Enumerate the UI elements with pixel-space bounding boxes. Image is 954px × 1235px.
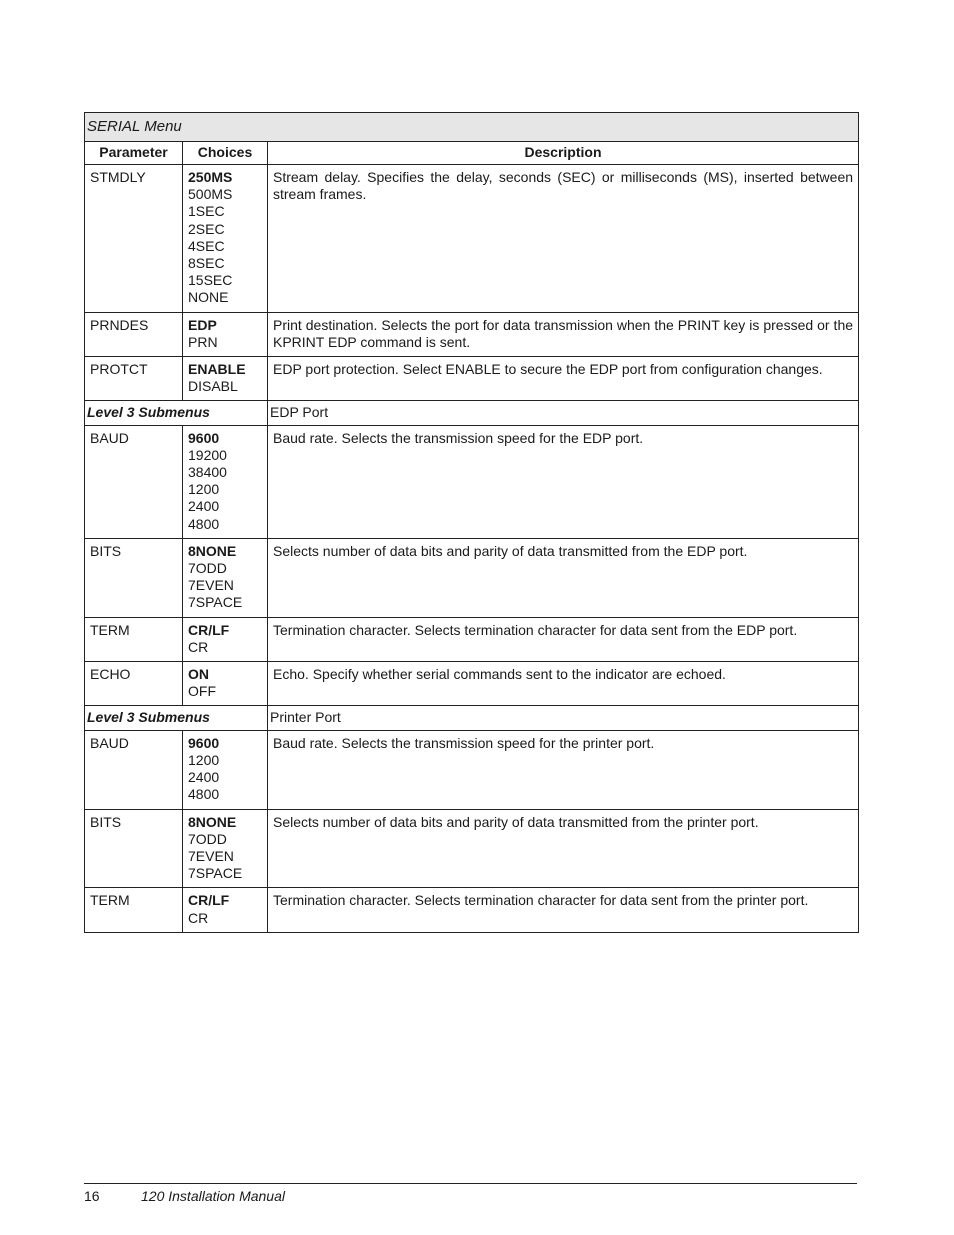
choice-option: 2400 [188,769,220,786]
parameter-row [85,617,859,661]
default-choice: ENABLE [188,361,246,378]
choice-option: 38400 [188,464,227,481]
choice-option: 2SEC [188,220,225,237]
choices-cell [183,809,268,888]
parameter-description: EDP port protection. Select ENABLE to secure the EDP port from configuration changes. [268,357,859,401]
parameter-description: Baud rate. Selects the transmission speed for the printer port. [268,730,859,809]
submenu-label: Level 3 Submenus [85,401,268,425]
choice-option: 7ODD [188,560,227,577]
parameter-row [85,730,859,809]
parameter-description: Echo. Specify whether serial commands sent to the indicator are echoed. [268,662,859,706]
choice-option: 7EVEN [188,847,234,864]
default-choice: CR/LF [188,621,230,638]
table-body [85,165,859,933]
parameter-name: PROTCT [85,357,183,401]
choices-cell [183,730,268,809]
choice-option: PRN [188,333,218,350]
parameter-row [85,165,859,313]
choice-option: CR [188,638,209,655]
default-choice: 9600 [188,734,220,751]
parameter-name: STMDLY [85,165,183,313]
choice-option: OFF [188,683,216,700]
header-choices: Choices [183,142,268,165]
submenu-row [85,401,859,425]
choice-option: 500MS [188,186,233,203]
parameter-description: Print destination. Selects the port for data transmission when the PRINT key is pressed or the KPRINT EDP command is sent. [268,312,859,356]
submenu-name: Printer Port [268,706,859,730]
parameter-row [85,809,859,888]
submenu-name: EDP Port [268,401,859,425]
parameter-description: Selects number of data bits and parity of data transmitted from the printer port. [268,809,859,888]
choice-option: 4SEC [188,237,225,254]
choices-cell [183,617,268,661]
choices-cell [183,888,268,932]
parameter-row [85,888,859,932]
choices-cell [183,662,268,706]
parameter-name: PRNDES [85,312,183,356]
table-title-row [85,113,859,142]
parameter-name: BAUD [85,425,183,538]
header-row [85,142,859,165]
parameter-row [85,538,859,617]
choice-option: 7ODD [188,830,227,847]
choices-cell [183,538,268,617]
default-choice: 250MS [188,169,233,185]
parameter-name: BITS [85,538,183,617]
header-description: Description [268,142,859,165]
parameter-row [85,662,859,706]
parameter-description: Termination character. Selects termination character for data sent from the EDP port. [268,617,859,661]
choice-option: 1200 [188,481,220,498]
parameter-name: BITS [85,809,183,888]
choice-option: 1200 [188,751,220,768]
manual-title: 120 Installation Manual [141,1188,285,1204]
parameter-row [85,312,859,356]
choices-cell [183,357,268,401]
choice-option: 4800 [188,515,220,532]
choices-cell [183,312,268,356]
default-choice: 8NONE [188,813,237,830]
choice-option: 19200 [188,446,227,463]
default-choice: 8NONE [188,542,237,559]
default-choice: ON [188,666,209,683]
choice-option: 1SEC [188,203,225,220]
choice-option: 7EVEN [188,577,234,594]
header-parameter: Parameter [85,142,183,165]
submenu-row [85,706,859,730]
choice-option: 8SEC [188,255,225,272]
choice-option: 2400 [188,498,220,515]
parameter-row [85,357,859,401]
choice-option: CR [188,909,209,926]
choices-cell [183,165,268,313]
choice-option: 7SPACE [188,865,243,882]
parameter-name: ECHO [85,662,183,706]
parameter-name: BAUD [85,730,183,809]
parameter-description: Baud rate. Selects the transmission speed for the EDP port. [268,425,859,538]
choice-option: 4800 [188,786,220,803]
serial-menu-table [84,112,859,933]
choice-option: DISABL [188,378,238,395]
choice-option: 7SPACE [188,594,243,611]
parameter-description: Termination character. Selects termination character for data sent from the printer port. [268,888,859,932]
default-choice: 9600 [188,429,220,446]
submenu-label: Level 3 Submenus [85,706,268,730]
choices-cell [183,425,268,538]
default-choice: CR/LF [188,892,230,909]
parameter-row [85,425,859,538]
parameter-name: TERM [85,617,183,661]
parameter-description: Stream delay. Specifies the delay, seconds (SEC) or milliseconds (MS), inserted between stream frames. [268,165,859,313]
choice-option: NONE [188,289,229,306]
parameter-description: Selects number of data bits and parity of data transmitted from the EDP port. [268,538,859,617]
table-title: SERIAL Menu [85,113,859,142]
choice-option: 15SEC [188,272,233,289]
parameter-name: TERM [85,888,183,932]
default-choice: EDP [188,316,217,333]
page-number: 16 [84,1188,100,1204]
footer-rule [84,1183,857,1184]
